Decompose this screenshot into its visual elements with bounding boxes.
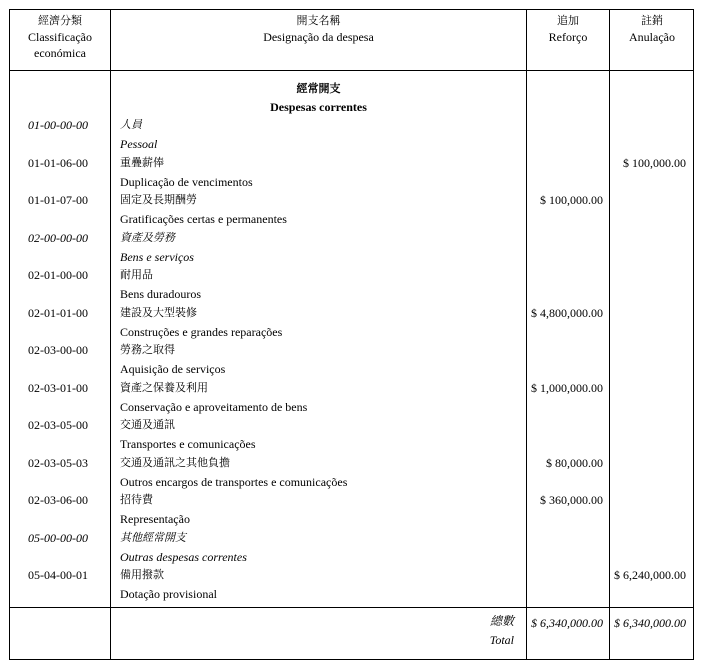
row-designation-zh: 其他經常開支 <box>120 530 186 544</box>
row-designation-pt: Dotação provisional <box>120 587 217 601</box>
row-designation-zh: 招待費 <box>120 493 153 506</box>
row-reforco-amount: $ 80,000.00 <box>546 455 603 470</box>
row-designation-zh: 人員 <box>120 118 142 131</box>
row-code: 02-03-00-00 <box>28 343 88 357</box>
row-reforco-amount: $ 360,000.00 <box>540 493 603 507</box>
row-designation-pt: Pessoal <box>120 137 158 151</box>
header-reforco-zh: 追加 <box>557 14 579 27</box>
section-title-zh: 經常開支 <box>296 82 341 95</box>
row-anulacao-amount: $ 100,000.00 <box>623 155 686 170</box>
budget-table <box>9 9 694 660</box>
section-title-pt: Despesas correntes <box>270 100 367 114</box>
row-code: 01-01-07-00 <box>28 193 88 207</box>
row-designation-pt: Conservação e aproveitamento de bens <box>120 399 308 414</box>
row-code: 02-03-06-00 <box>28 493 88 507</box>
column-divider <box>609 10 610 659</box>
column-divider <box>526 10 527 659</box>
row-designation-zh: 交通及通訊 <box>120 418 175 431</box>
total-anulacao: $ 6,340,000.00 <box>614 616 686 630</box>
header-designation <box>111 10 526 70</box>
total-reforco: $ 6,340,000.00 <box>531 616 603 630</box>
row-anulacao-amount: $ 6,240,000.00 <box>614 568 686 582</box>
row-code: 02-03-05-03 <box>28 455 88 470</box>
total-divider <box>10 607 693 608</box>
header-anulacao <box>610 10 694 70</box>
row-code: 05-00-00-00 <box>28 530 88 545</box>
header-designation-zh: 開支名稱 <box>296 14 341 27</box>
row-designation-zh: 重疊薪俸 <box>120 155 164 169</box>
row-designation-zh: 資產及勞務 <box>120 230 175 244</box>
row-designation-pt: Bens e serviços <box>120 249 194 264</box>
row-designation-zh: 耐用品 <box>120 268 153 281</box>
row-reforco-amount: $ 100,000.00 <box>540 193 603 207</box>
row-designation-pt: Bens duradouros <box>120 287 201 301</box>
row-code: 02-03-01-00 <box>28 380 88 395</box>
row-designation-zh: 資產之保養及利用 <box>120 380 208 394</box>
header-designation-pt: Designação da despesa <box>263 30 374 44</box>
row-designation-pt: Gratificações certas e permanentes <box>120 212 287 226</box>
row-designation-pt: Outras despesas correntes <box>120 549 247 564</box>
row-code: 01-01-06-00 <box>28 155 88 170</box>
row-code: 05-04-00-01 <box>28 568 88 582</box>
row-reforco-amount: $ 4,800,000.00 <box>531 305 603 320</box>
header-classification <box>10 10 110 70</box>
row-designation-pt: Outros encargos de transportes e comunicações <box>120 474 348 489</box>
header-anulacao-pt: Anulação <box>629 30 675 44</box>
row-designation-zh: 備用撥款 <box>120 568 164 581</box>
row-code: 01-00-00-00 <box>28 118 88 132</box>
header-anulacao-zh: 註銷 <box>641 14 663 27</box>
header-classification-zh: 經濟分類 <box>38 14 82 27</box>
row-designation-zh: 建設及大型裝修 <box>120 305 197 319</box>
header-reforco-pt: Reforço <box>548 30 588 44</box>
row-designation-zh: 勞務之取得 <box>120 343 175 356</box>
row-designation-zh: 固定及長期酬勞 <box>120 193 197 206</box>
header-reforco <box>527 10 609 70</box>
row-designation-pt: Transportes e comunicações <box>120 437 256 451</box>
row-designation-pt: Duplicação de vencimentos <box>120 174 253 189</box>
header-classification-pt: Classificação económica <box>28 30 92 60</box>
total-label-zh: 總數 <box>489 614 514 628</box>
row-code: 02-01-01-00 <box>28 305 88 320</box>
row-reforco-amount: $ 1,000,000.00 <box>531 380 603 395</box>
header-divider <box>10 70 693 71</box>
row-designation-pt: Representação <box>120 512 190 526</box>
row-designation-zh: 交通及通訊之其他負擔 <box>120 455 230 469</box>
total-label-pt: Total <box>489 633 514 647</box>
row-designation-pt: Aquisição de serviços <box>120 362 226 376</box>
row-designation-pt: Construções e grandes reparações <box>120 324 283 339</box>
row-code: 02-03-05-00 <box>28 418 88 432</box>
row-code: 02-01-00-00 <box>28 268 88 282</box>
row-code: 02-00-00-00 <box>28 230 88 245</box>
